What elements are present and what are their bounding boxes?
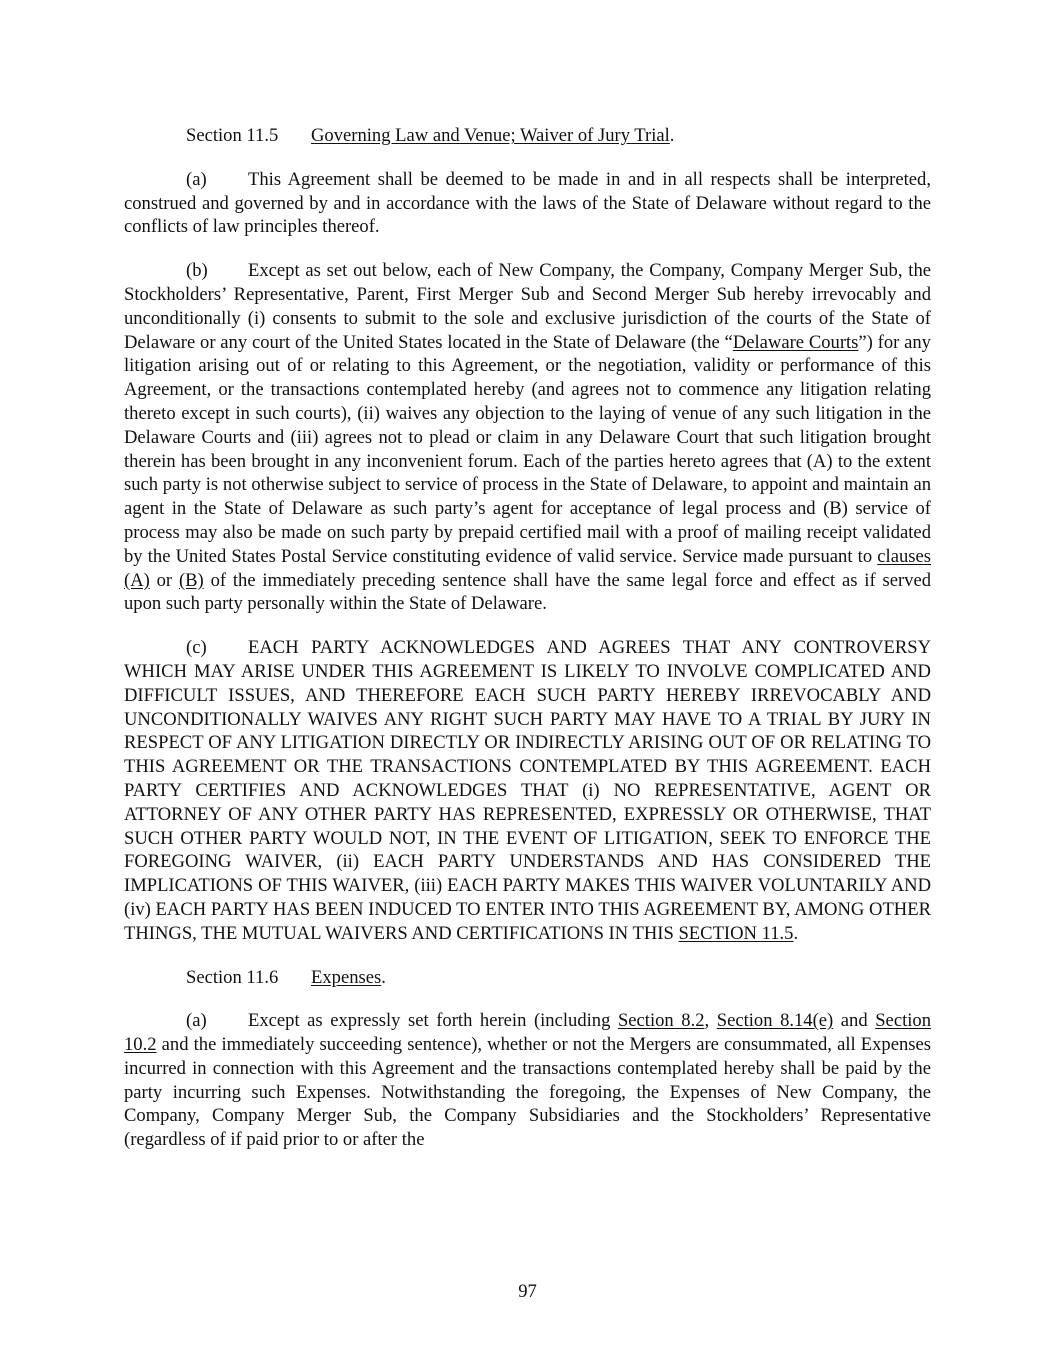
section-title-end: . bbox=[381, 966, 386, 988]
page-number: 97 bbox=[518, 1281, 537, 1302]
section-number: Section 11.5 bbox=[186, 125, 279, 146]
paragraph-11-5-c bbox=[124, 636, 931, 945]
cross-reference-clause-b: (B) bbox=[178, 569, 204, 591]
paragraph-text: and the immediately succeeding sentence), whether or not the Mergers are consummated, all Expenses incurred in connection with this Agreement and the transactions contemplated hereby shall be paid by the party incurring such Expenses. Notwithstanding the foregoing, the Expenses of New Company, the Company, Company Merger Sub, the Company Subsidiaries and the Stockholders’ Representative (regardless of if paid prior to or after the bbox=[124, 1034, 931, 1151]
section-11-6-heading bbox=[124, 966, 931, 990]
cross-reference-section-10-2: Section 10.2 bbox=[124, 1010, 931, 1056]
cross-reference-section-8-2: Section 8.2 bbox=[617, 1010, 705, 1032]
paragraph-text: . bbox=[793, 922, 799, 944]
paragraph-label: (b) bbox=[186, 260, 208, 282]
section-title: Governing Law and Venue; Waiver of Jury Trial bbox=[311, 125, 670, 146]
cross-reference-section-8-14-e: Section 8.14(e) bbox=[716, 1010, 834, 1032]
section-title: Expenses bbox=[311, 966, 382, 988]
defined-term-delaware-courts: Delaware Courts bbox=[732, 331, 859, 353]
section-number: Section 11.6 bbox=[186, 966, 279, 988]
document-page bbox=[124, 124, 931, 1172]
separator: and bbox=[833, 1010, 876, 1032]
paragraph-11-5-a bbox=[124, 168, 931, 239]
section-11-5-heading bbox=[124, 124, 931, 148]
paragraph-label: (c) bbox=[186, 637, 207, 659]
paragraph-11-6-a bbox=[124, 1009, 931, 1152]
paragraph-text: Except as set out below, each of New Company, the Company, Company Merger Sub, the Stockholders’ Representative, Parent, First Merger Sub and Second Merger Sub hereby irrevocably and unconditionally (i) consents to submit to the sole and exclusive jurisdiction of the courts of the State of Delaware or any court of the United States located in the State of Delaware (the “ bbox=[124, 260, 931, 353]
separator: , bbox=[704, 1010, 717, 1032]
paragraph-text: Except as expressly set forth herein (including bbox=[248, 1010, 618, 1032]
cross-reference-clause-a: clauses (A) bbox=[124, 545, 931, 591]
section-title-end: . bbox=[669, 125, 675, 146]
paragraph-label: (a) bbox=[186, 1010, 207, 1032]
paragraph-text: This Agreement shall be deemed to be made in and in all respects shall be interpreted, construed and governed by and in accordance with the laws of the State of Delaware without regard to the conflicts of law principles thereof. bbox=[124, 168, 931, 238]
paragraph-text: EACH PARTY ACKNOWLEDGES AND AGREES THAT ANY CONTROVERSY WHICH MAY ARISE UNDER THIS AGREEMENT IS LIKELY TO INVOLVE COMPLICATED AND DIFFICULT ISSUES, AND THEREFORE EACH SUCH PARTY HEREBY IRREVOCABLY AND UNCONDITIONALLY WAIVES ANY RIGHT SUCH PARTY MAY HAVE TO A TRIAL BY JURY IN RESPECT OF ANY LITIGATION DIRECTLY OR INDIRECTLY ARISING OUT OF OR RELATING TO THIS AGREEMENT OR THE TRANSACTIONS CONTEMPLATED BY THIS AGREEMENT. EACH PARTY CERTIFIES AND ACKNOWLEDGES THAT (i) NO REPRESENTATIVE, AGENT OR ATTORNEY OF ANY OTHER PARTY HAS REPRESENTED, EXPRESSLY OR OTHERWISE, THAT SUCH OTHER PARTY WOULD NOT, IN THE EVENT OF LITIGATION, SEEK TO ENFORCE THE FOREGOING WAIVER, (ii) EACH PARTY UNDERSTANDS AND HAS CONSIDERED THE IMPLICATIONS OF THIS WAIVER, (iii) EACH PARTY MAKES THIS WAIVER VOLUNTARILY AND (iv) EACH PARTY HAS BEEN INDUCED TO ENTER INTO THIS AGREEMENT BY, AMONG OTHER THINGS, THE MUTUAL WAIVERS AND CERTIFICATIONS IN THIS bbox=[124, 637, 931, 944]
paragraph-label: (a) bbox=[186, 168, 207, 190]
paragraph-text: ”) for any litigation arising out of or relating to this Agreement, or the negotiation, validity or performance of this Agreement, or the transactions contemplated hereby (and agrees not to commence any litigation relating thereto except in such courts), (ii) waives any objection to the laying of venue of any such litigation in the Delaware Courts and (iii) agrees not to plead or claim in any Delaware Court that such litigation brought therein has been brought in any inconvenient forum. Each of the parties hereto agrees that (A) to the extent such party is not otherwise subject to service of process in the State of Delaware, to appoint and maintain an agent in the State of Delaware as such party’s agent for acceptance of legal process and (B) service of process may also be made on such party by prepaid certified mail with a proof of mailing receipt validated by the United States Postal Service constituting evidence of valid service. Service made pursuant to bbox=[124, 331, 931, 567]
cross-reference-section-11-5: SECTION 11.5 bbox=[678, 922, 794, 944]
paragraph-11-5-b bbox=[124, 259, 931, 616]
paragraph-text: or bbox=[149, 569, 179, 591]
paragraph-text: of the immediately preceding sentence shall have the same legal force and effect as if served upon such party personally within the State of Delaware. bbox=[124, 569, 931, 615]
